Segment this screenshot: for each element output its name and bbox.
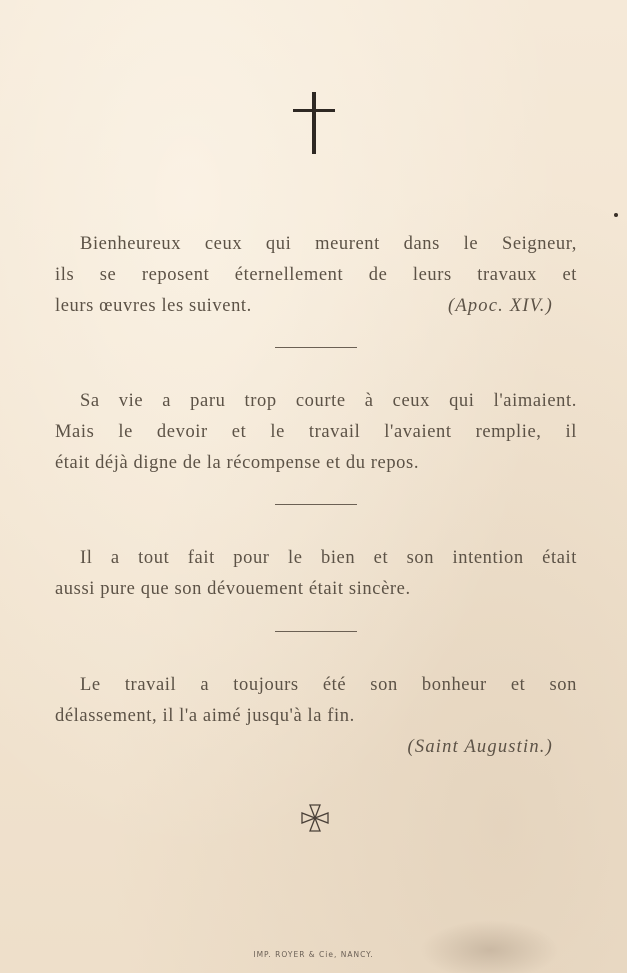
verse-block-3: [55, 543, 577, 605]
maltese-cross-icon: [300, 803, 330, 833]
divider-rule-2: [275, 504, 357, 505]
verse-1-last-line: [55, 291, 577, 322]
verse-3-line-2: aussi pure que son dévouement était sincère.: [55, 579, 411, 599]
verse-1-line-1: Bienheureux ceux qui meurent dans le Seigneur,: [80, 234, 577, 254]
verse-2-line-2: Mais le devoir et le travail l'avaient remplie, il: [55, 422, 577, 442]
verse-block-4: [55, 670, 577, 763]
verse-2-line-1: Sa vie a paru trop courte à ceux qui l'aimaient.: [80, 391, 577, 411]
verse-4-line-2: délassement, il l'a aimé jusqu'à la fin.: [55, 706, 355, 726]
printer-imprint: IMP. ROYER & Cie, NANCY.: [253, 950, 374, 959]
verse-1-line-2: ils se reposent éternellement de leurs travaux et: [55, 265, 577, 285]
verse-1-reference: (Apoc. XIV.): [448, 296, 553, 316]
divider-rule-1: [275, 347, 357, 348]
verse-4-reference: (Saint Augustin.): [407, 737, 553, 757]
paper-stain: [420, 920, 560, 973]
ink-speck: [614, 213, 618, 217]
verse-2-line-3: était déjà digne de la récompense et du repos.: [55, 453, 420, 473]
verse-1-line-3: leurs œuvres les suivent.: [55, 296, 252, 316]
verse-block-1: [55, 229, 577, 322]
verse-block-2: [55, 386, 577, 479]
verse-3-line-1: Il a tout fait pour le bien et son intention était: [80, 548, 577, 568]
latin-cross-icon: [293, 92, 335, 154]
verse-4-line-1: Le travail a toujours été son bonheur et son: [80, 675, 577, 695]
divider-rule-3: [275, 631, 357, 632]
